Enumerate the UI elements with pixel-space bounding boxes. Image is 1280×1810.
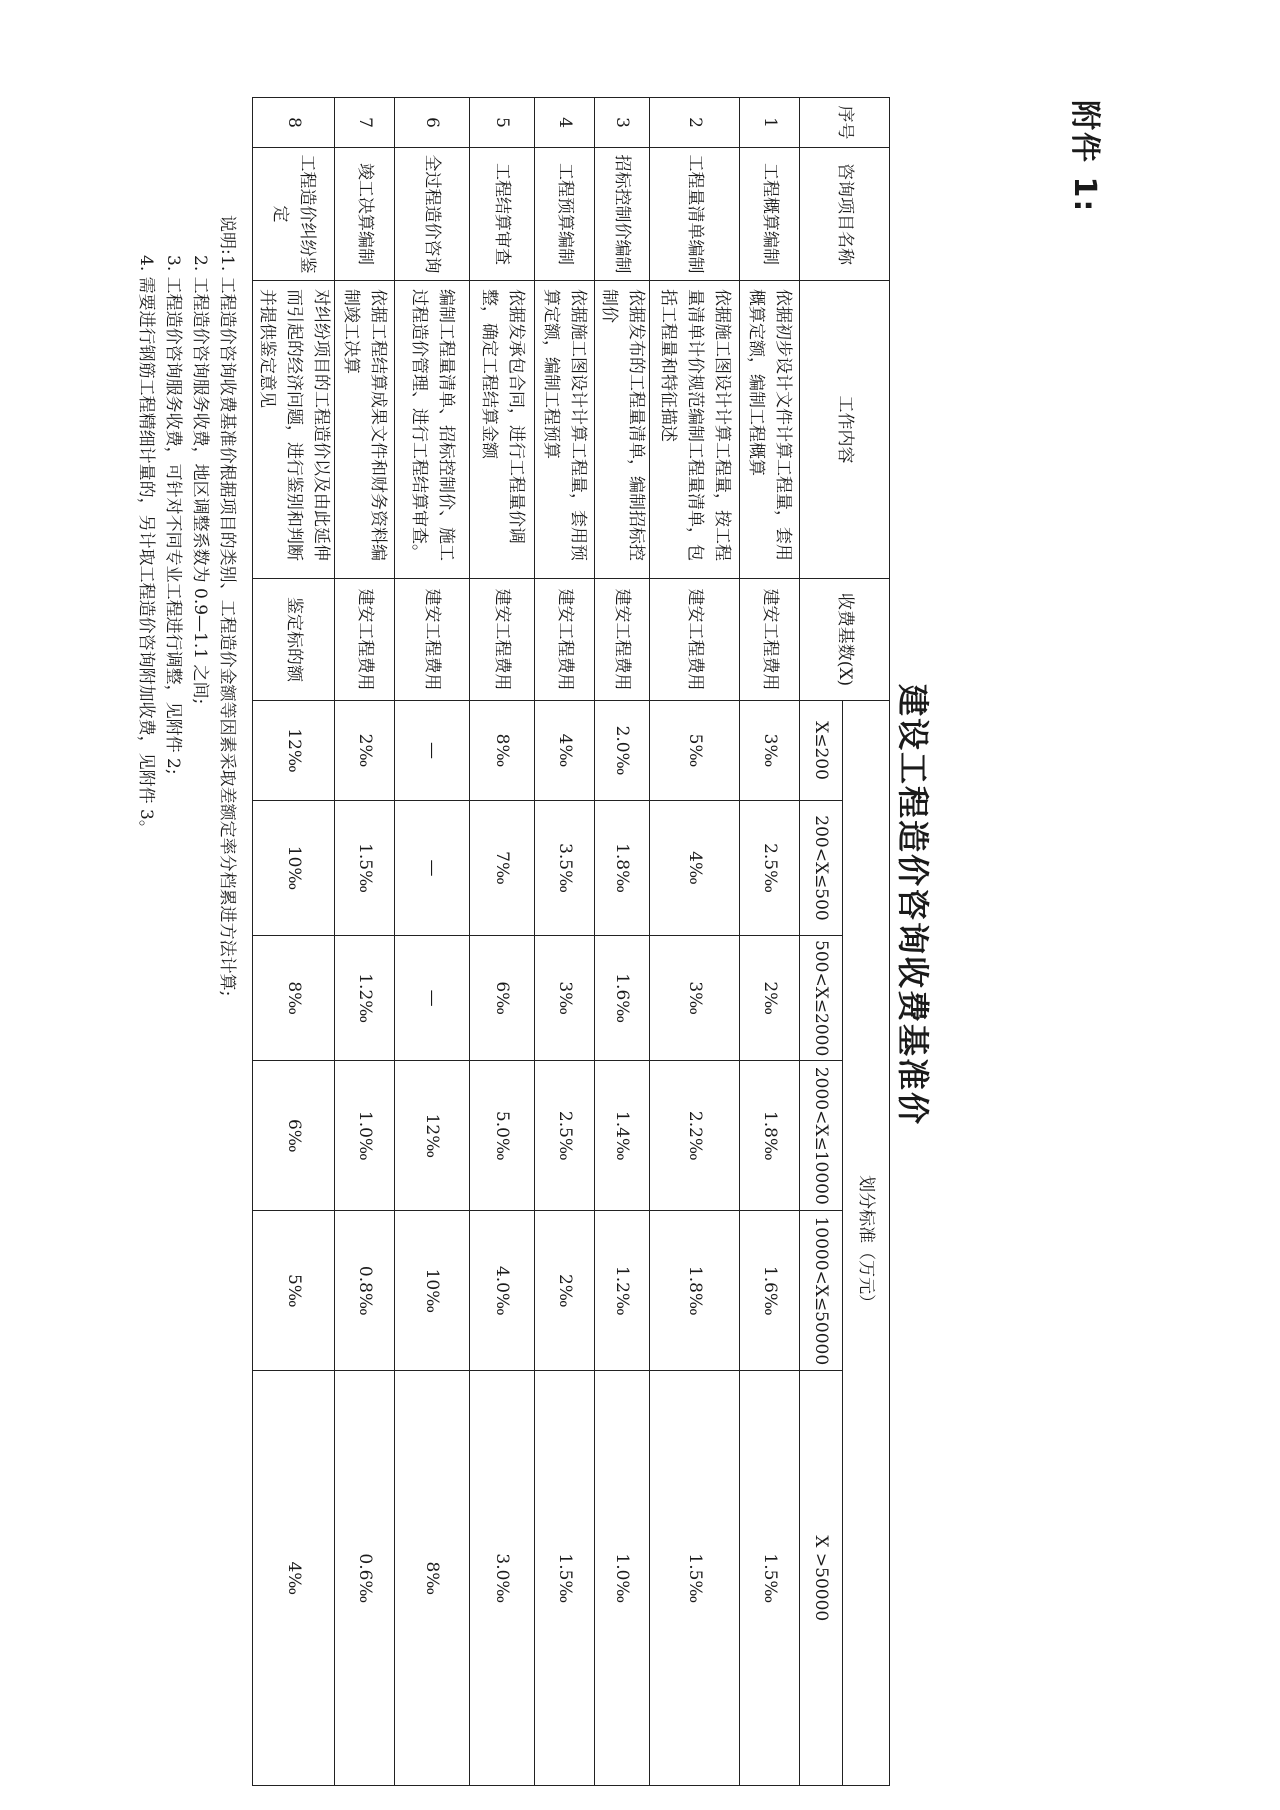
row-rate: 4‰ xyxy=(650,801,740,936)
row-seq: 3 xyxy=(595,98,650,148)
header-range: X >50000 xyxy=(800,1371,843,1786)
row-rate: 5‰ xyxy=(650,701,740,801)
row-rate: 12‰ xyxy=(395,1061,470,1211)
row-rate: 3‰ xyxy=(650,936,740,1061)
row-rate: 1.2‰ xyxy=(595,1211,650,1371)
row-rate: 1.8‰ xyxy=(740,1061,800,1211)
row-item-name: 工程结算审查 xyxy=(470,148,535,281)
row-rate: 0.8‰ xyxy=(335,1211,395,1371)
row-seq: 2 xyxy=(650,98,740,148)
row-rate: 1.6‰ xyxy=(595,936,650,1061)
row-rate: 3.0‰ xyxy=(470,1371,535,1786)
row-rate: 8‰ xyxy=(395,1371,470,1786)
row-rate: 1.0‰ xyxy=(335,1061,395,1211)
row-rate: 6‰ xyxy=(470,936,535,1061)
row-rate: 6‰ xyxy=(253,1061,335,1211)
row-rate: — xyxy=(395,801,470,936)
header-range: 2000<X≤10000 xyxy=(800,1061,843,1211)
row-seq: 8 xyxy=(253,98,335,148)
row-rate: 2.5‰ xyxy=(535,1061,595,1211)
note-item: 1. 工程造价咨询收费基准价根据项目的类别、工程造价金额等因素采取差额定率分档累进方法计算; xyxy=(217,255,237,997)
row-rate: 2‰ xyxy=(535,1211,595,1371)
row-rate: 1.6‰ xyxy=(740,1211,800,1371)
row-rate: 3.5‰ xyxy=(535,801,595,936)
row-rate: 2.2‰ xyxy=(650,1061,740,1211)
row-work-content: 依据施工图设计计算工程量，按工程量清单计价规范编制工程量清单，包括工程量和特征描述 xyxy=(650,281,740,579)
table-row xyxy=(650,98,740,1786)
row-rate: 5.0‰ xyxy=(470,1061,535,1211)
row-rate: 10‰ xyxy=(253,801,335,936)
row-rate: 1.5‰ xyxy=(535,1371,595,1786)
row-item-name: 工程概算编制 xyxy=(740,148,800,281)
row-rate: 1.8‰ xyxy=(595,801,650,936)
row-work-content: 依据发布的工程量清单，编制招标控制价 xyxy=(595,281,650,579)
header-range: 200<X≤500 xyxy=(800,801,843,936)
note-item: 4. 需要进行钢筋工程精细计量的，另计取工程造价咨询附加收费，见附件 3。 xyxy=(136,255,156,837)
row-rate: 4‰ xyxy=(535,701,595,801)
row-rate: 2.0‰ xyxy=(595,701,650,801)
row-work-content: 依据初步设计文件计算工程量，套用概算定额，编制工程概算 xyxy=(740,281,800,579)
row-work-content: 依据工程结算成果文件和财务资料编制竣工决算 xyxy=(335,281,395,579)
table-row xyxy=(470,98,535,1786)
row-rate: 10‰ xyxy=(395,1211,470,1371)
row-rate: 4.0‰ xyxy=(470,1211,535,1371)
row-work-content: 依据发承包合同，进行工程量价调整，确定工程结算金额 xyxy=(470,281,535,579)
row-fee-base: 建安工程费用 xyxy=(470,579,535,701)
row-fee-base: 鉴定标的额 xyxy=(253,579,335,701)
row-rate: 2.5‰ xyxy=(740,801,800,936)
row-rate: 1.0‰ xyxy=(595,1371,650,1786)
row-rate: — xyxy=(395,936,470,1061)
row-fee-base: 建安工程费用 xyxy=(335,579,395,701)
table-row xyxy=(395,98,470,1786)
row-rate: 1.8‰ xyxy=(650,1211,740,1371)
header-range: 10000<X≤50000 xyxy=(800,1211,843,1371)
row-rate: 4‰ xyxy=(253,1371,335,1786)
row-work-content: 对纠纷项目的工程造价以及由此延伸而引起的经济问题，进行鉴别和判断并提供鉴定意见 xyxy=(253,281,335,579)
table-row xyxy=(335,98,395,1786)
row-item-name: 工程量清单编制 xyxy=(650,148,740,281)
row-rate: 8‰ xyxy=(253,936,335,1061)
row-rate: 1.2‰ xyxy=(335,936,395,1061)
table-row xyxy=(595,98,650,1786)
row-rate: 1.4‰ xyxy=(595,1061,650,1211)
attachment-label: 附件 1: xyxy=(1067,100,1102,214)
row-work-content: 编制工程量清单、招标控制价、施工过程造价管理、进行工程结算审查。 xyxy=(395,281,470,579)
row-seq: 6 xyxy=(395,98,470,148)
row-work-content: 依据施工图设计计算工程量，套用预算定额，编制工程预算 xyxy=(535,281,595,579)
row-rate: 1.5‰ xyxy=(650,1371,740,1786)
row-rate: 0.6‰ xyxy=(335,1371,395,1786)
row-seq: 5 xyxy=(470,98,535,148)
row-rate: 2‰ xyxy=(740,936,800,1061)
notes-section xyxy=(132,215,240,997)
row-item-name: 竣工决算编制 xyxy=(335,148,395,281)
row-seq: 4 xyxy=(535,98,595,148)
row-fee-base: 建安工程费用 xyxy=(395,579,470,701)
row-item-name: 工程预算编制 xyxy=(535,148,595,281)
row-rate: 1.5‰ xyxy=(740,1371,800,1786)
row-rate: 12‰ xyxy=(253,701,335,801)
note-item: 2. 工程造价咨询服务收费，地区调整系数为 0.9—1.1 之间; xyxy=(190,255,210,705)
document-title: 建设工程造价咨询收费基准价 xyxy=(894,683,932,1126)
row-rate: 7‰ xyxy=(470,801,535,936)
table-row xyxy=(740,98,800,1786)
row-fee-base: 建安工程费用 xyxy=(650,579,740,701)
table-row xyxy=(535,98,595,1786)
table-row xyxy=(253,98,335,1786)
row-fee-base: 建安工程费用 xyxy=(740,579,800,701)
header-seq: 序号 xyxy=(800,98,890,148)
row-fee-base: 建安工程费用 xyxy=(595,579,650,701)
header-base: 收费基数(X) xyxy=(800,579,890,701)
row-item-name: 招标控制价编制 xyxy=(595,148,650,281)
row-seq: 7 xyxy=(335,98,395,148)
row-seq: 1 xyxy=(740,98,800,148)
row-item-name: 全过程造价咨询 xyxy=(395,148,470,281)
note-item: 3. 工程造价咨询服务收费，可针对不同专业工程进行调整，见附件 2; xyxy=(163,255,183,775)
row-item-name: 工程造价纠纷鉴定 xyxy=(253,148,335,281)
header-content: 工作内容 xyxy=(800,281,890,579)
row-rate: — xyxy=(395,701,470,801)
row-rate: 8‰ xyxy=(470,701,535,801)
header-range: 500<X≤2000 xyxy=(800,936,843,1061)
header-item: 咨询项目名称 xyxy=(800,148,890,281)
row-fee-base: 建安工程费用 xyxy=(535,579,595,701)
row-rate: 3‰ xyxy=(740,701,800,801)
row-rate: 5‰ xyxy=(253,1211,335,1371)
fee-standard-table xyxy=(252,97,890,1786)
row-rate: 3‰ xyxy=(535,936,595,1061)
header-division: 划分标准（万元） xyxy=(843,701,890,1786)
row-rate: 1.5‰ xyxy=(335,801,395,936)
header-range: X≤200 xyxy=(800,701,843,801)
notes-label: 说明: xyxy=(217,215,237,255)
row-rate: 2‰ xyxy=(335,701,395,801)
